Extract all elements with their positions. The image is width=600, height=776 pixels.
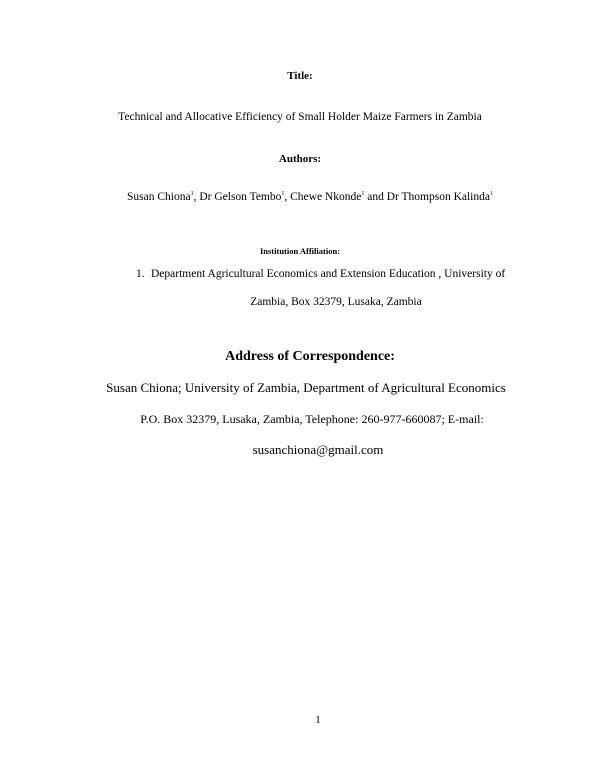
author-separator: and bbox=[364, 191, 387, 203]
author-name: Susan Chiona bbox=[127, 191, 191, 203]
author-name: Chewe Nkonde bbox=[290, 191, 362, 203]
affiliation-label: Institution Affiliation: bbox=[259, 246, 341, 256]
title-label: Title: bbox=[287, 70, 313, 82]
author-list bbox=[10, 191, 600, 203]
author-affiliation-mark: 1 bbox=[190, 191, 194, 197]
affiliation-item bbox=[136, 268, 505, 280]
author-name: Dr Thompson Kalinda bbox=[386, 191, 490, 203]
correspondence-line-2: P.O. Box 32379, Lusaka, Zambia, Telephone: 260-977-660087; E-mail: bbox=[140, 412, 484, 426]
page-number: 1 bbox=[315, 714, 321, 726]
author-affiliation-mark: 1 bbox=[281, 191, 285, 197]
correspondence-line-1: Susan Chiona; University of Zambia, Department of Agricultural Economics bbox=[106, 380, 506, 395]
authors-label: Authors: bbox=[278, 153, 322, 165]
correspondence-email: susanchiona@gmail.com bbox=[252, 442, 384, 457]
author-name: Dr Gelson Tembo bbox=[199, 191, 282, 203]
correspondence-label: Address of Correspondence: bbox=[225, 349, 395, 364]
author-separator: , bbox=[284, 191, 291, 203]
paper-title: Technical and Allocative Efficiency of Small Holder Maize Farmers in Zambia bbox=[118, 111, 482, 123]
affiliation-number: 1. bbox=[136, 268, 145, 280]
author-affiliation-mark: 1 bbox=[361, 191, 365, 197]
affiliation-line-2: Zambia, Box 32379, Lusaka, Zambia bbox=[250, 296, 422, 308]
affiliation-line-1: Department Agricultural Economics and Extension Education , University of bbox=[151, 268, 506, 280]
author-affiliation-mark: 1 bbox=[489, 191, 493, 197]
author-separator: , bbox=[193, 191, 200, 203]
